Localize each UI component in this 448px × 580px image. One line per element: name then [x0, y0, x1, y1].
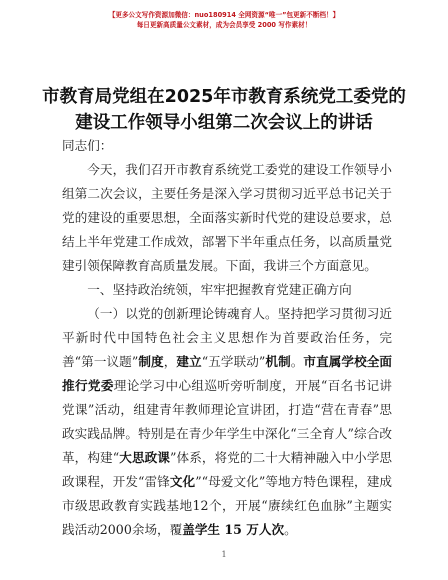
text-run: 余场，覆: [131, 522, 183, 537]
document-body: [62, 134, 392, 542]
page-number: 1: [221, 550, 227, 559]
text-run: 。: [290, 354, 304, 369]
text-run: 理论学习中心组巡听旁听制度，开展“百名书记讲党课”活动，组建青年教师理论宣讲团，打造“营在青春”思政实践品牌。特别是在青少年学生中深化“三全育人”综合改革，构建“: [62, 378, 392, 465]
text-run: ”“母爱文化”等地方特色课程，建成市级思政教育实践基地: [62, 474, 392, 513]
number-run: 12: [192, 498, 209, 513]
text-run: ，: [163, 354, 177, 369]
paragraph-intro: 今天，我们召开市教育系统党工委党的建设工作领导小组第二次会议，主要任务是深入学习贯彻习近平总书记关于党的建设的重要思想，全面落实新时代党的建设总要求，总结上半年党建工作成效，部署下半年重点任务，以高质量党建引领保障教育高质量发展。下面，我讲三个方面意见。: [62, 162, 392, 273]
promo-banner-line-2: 每日更新高质量公文素材，成为会员享受 2000 写作素材！: [136, 21, 312, 29]
promo-banner-line-1: 【更多公文写作资源加微信：nuo180914 全网资源“唯一”包更新不断档！】: [108, 11, 340, 19]
document-title: [40, 84, 408, 136]
bold-run: 机制: [265, 354, 291, 369]
number-run: 2000: [99, 522, 132, 537]
promo-banner: [0, 10, 448, 30]
text-run: 。: [284, 522, 297, 537]
bold-run: 制度: [138, 354, 164, 369]
paragraph-section-1-1: [62, 302, 392, 542]
text-run: “五学联动”: [201, 354, 266, 369]
bold-run: 盖学生 15 万人次: [182, 522, 285, 537]
title-line-2: 建设工作领导小组第二次会议上的讲话: [75, 113, 373, 133]
title-line-1: 市教育局党组在2025年市教育系统党工委党的: [42, 87, 406, 107]
bold-run: 市直属学校全面推行党委: [62, 354, 393, 393]
text-run: 个，开展“赓续红色血脉”主题实践活动: [62, 498, 392, 537]
section-heading-1: 一、坚持政治统领，牢牢把握教育党建正确方向: [87, 282, 352, 297]
bold-run: 大思政课: [119, 450, 170, 465]
text-run: ”体系，将党的二十大精神融入中小学思政课程，开发“雷锋: [62, 450, 392, 489]
salutation: 同志们：: [62, 138, 113, 153]
text-run: （一）以党的创新理论铸魂育人。坚持把学习贯彻习近平新时代中国特色社会主义思想作为首要政治任务，完善“第一议题”: [62, 306, 392, 369]
bold-run: 建立: [176, 354, 202, 369]
bold-run: 文化: [169, 474, 196, 489]
